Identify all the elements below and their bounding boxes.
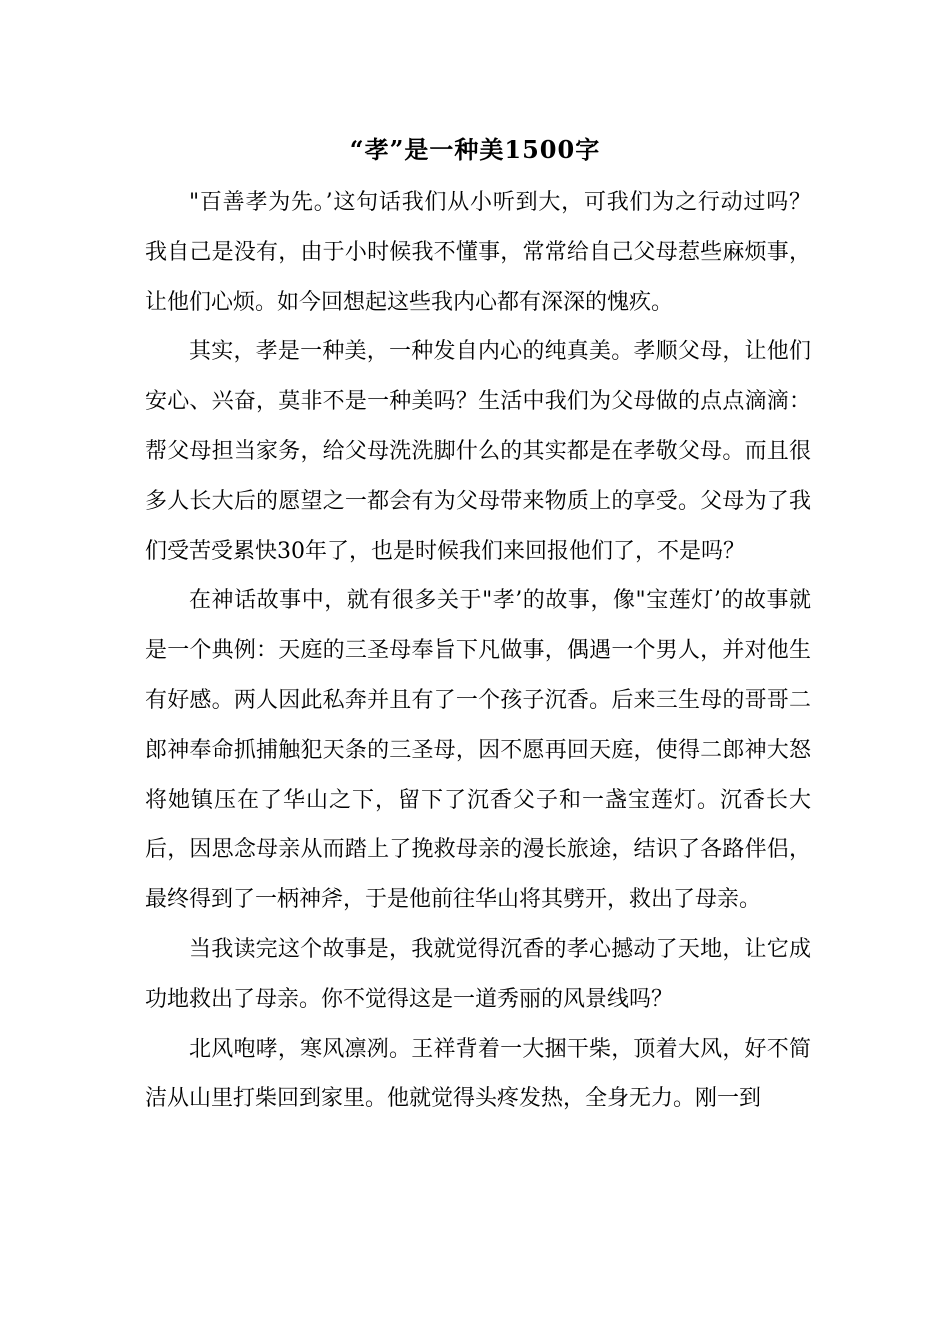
paragraph-2: 其实，孝是一种美，一种发自内心的纯真美。孝顺父母，让他们安心、兴奋，莫非不是一种美吗？生活中我们为父母做的点点滴滴：帮父母担当家务，给父母洗洗脚什么的其实都是在孝敬父母。而且很多人长大后的愿望之一都会有为父母带来物质上的享受。父母为了我们受苦受累快30年了，也是时候我们来回报他们了，不是吗？ xyxy=(145,339,811,564)
document-title: “孝”是一种美1500字 xyxy=(349,135,601,164)
paragraph-1: "百善孝为先。’这句话我们从小听到大，可我们为之行动过吗？我自己是没有，由于小时候我不懂事，常常给自己父母惹些麻烦事，让他们心烦。如今回想起这些我内心都有深深的愧疚。 xyxy=(145,190,811,315)
document-body xyxy=(145,178,811,1124)
paragraph-4: 当我读完这个故事是，我就觉得沉香的孝心撼动了天地，让它成功地救出了母亲。你不觉得这是一道秀丽的风景线吗？ xyxy=(145,936,811,1012)
paragraph-5: 北风咆哮，寒风凛冽。王祥背着一大捆干柴，顶着大风，好不简洁从山里打柴回到家里。他就觉得头疼发热，全身无力。刚一到 xyxy=(145,1036,811,1112)
paragraph-3: 在神话故事中，就有很多关于"孝’的故事，像"宝莲灯’的故事就是一个典例：天庭的三圣母奉旨下凡做事，偶遇一个男人，并对他生有好感。两人因此私奔并且有了一个孩子沉香。后来三生母的哥哥二郎神奉命抓捕触犯天条的三圣母，因不愿再回天庭，使得二郎神大怒将她镇压在了华山之下，留下了沉香父子和一盏宝莲灯。沉香长大后，因思念母亲从而踏上了挽救母亲的漫长旅途，结识了各路伴侣，最终得到了一柄神斧，于是他前往华山将其劈开，救出了母亲。 xyxy=(145,588,811,913)
